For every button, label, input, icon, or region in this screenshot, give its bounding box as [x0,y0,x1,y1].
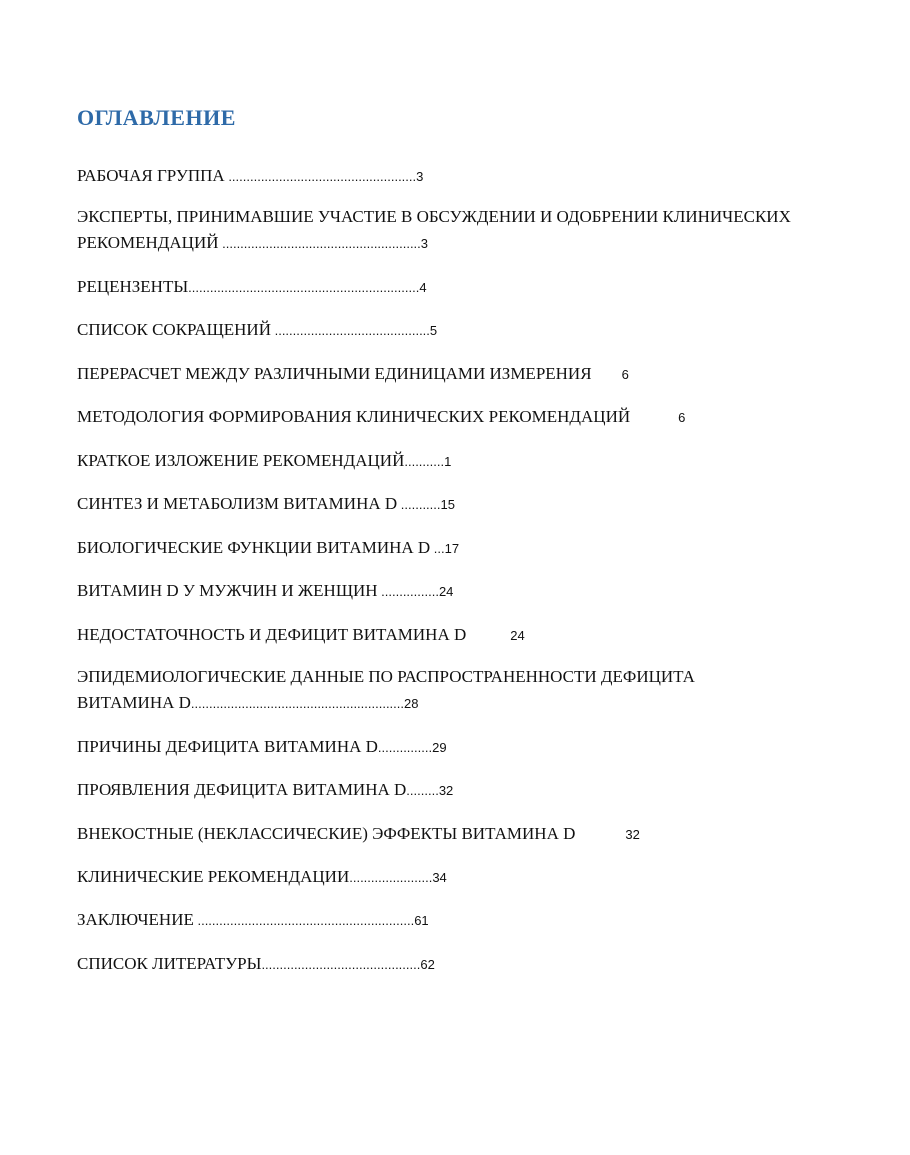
toc-leader-dots: ... [430,541,445,556]
toc-leader-dots: ............................................................ [193,913,415,928]
toc-entry-text: НЕДОСТАТОЧНОСТЬ И ДЕФИЦИТ ВИТАМИНА D [77,625,467,644]
toc-leader-dots: ............... [377,740,433,755]
toc-page-number: 17 [444,541,460,556]
toc-leader-dots: .................................................... [224,169,417,184]
toc-page-number: 1 [444,454,452,469]
toc-entry[interactable] [77,317,437,344]
toc-leader-dots: ........................................... [270,323,430,338]
toc-entry[interactable] [77,361,629,388]
toc-entry[interactable] [77,404,685,431]
toc-entry[interactable] [77,664,695,717]
toc-entry-text: ПРИЧИНЫ ДЕФИЦИТА ВИТАМИНА D [77,737,378,756]
toc-leader-dots: ........................................................... [190,696,405,711]
toc-page-number: 6 [621,367,629,382]
toc-entry-text: РАБОЧАЯ ГРУППА [77,166,225,185]
toc-leader-dots: ................................................................ [188,280,420,295]
toc-entry-text: ПРОЯВЛЕНИЯ ДЕФИЦИТА ВИТАМИНА D [77,780,407,799]
toc-leader-dots: ......... [406,783,439,798]
toc-entry-text: КРАТКОЕ ИЗЛОЖЕНИЕ РЕКОМЕНДАЦИЙ [77,451,405,470]
toc-entry[interactable] [77,622,525,649]
toc-entry-text: ЭКСПЕРТЫ, ПРИНИМАВШИЕ УЧАСТИЕ В ОБСУЖДЕНИИ И ОДОБРЕНИИ КЛИНИЧЕСКИХ [77,207,791,226]
toc-entry[interactable] [77,907,429,934]
toc-entry[interactable] [77,204,791,257]
toc-page-number: 15 [440,497,455,512]
toc-entry[interactable] [77,734,447,761]
toc-page-number: 3 [416,169,424,184]
toc-page-number: 4 [419,280,427,295]
toc-page-number: 24 [438,584,454,599]
toc-entry-text: ЗАКЛЮЧЕНИЕ [77,910,194,929]
toc-page-number: 62 [420,957,435,972]
toc-entry-text: ЭПИДЕМИОЛОГИЧЕСКИЕ ДАННЫЕ ПО РАСПРОСТРАНЕННОСТИ ДЕФИЦИТА [77,667,695,686]
toc-page-number: 5 [429,323,438,338]
toc-entry[interactable] [77,163,423,190]
toc-page-number: 32 [625,827,640,842]
toc-entry[interactable] [77,491,455,518]
toc-entry[interactable] [77,535,459,562]
toc-leader-dots: ....................... [349,870,433,885]
toc-entry-text: СИНТЕЗ И МЕТАБОЛИЗМ ВИТАМИНА D [77,494,398,513]
toc-entry-text: БИОЛОГИЧЕСКИЕ ФУНКЦИИ ВИТАМИНА D [77,538,431,557]
toc-page-number: 32 [438,783,454,798]
toc-page-number: 6 [678,410,686,425]
toc-entry[interactable] [77,448,451,475]
toc-entry-text-line2: ВИТАМИНА D [77,693,191,712]
toc-page-number: 61 [414,913,429,928]
toc-leader-dots: ................ [377,584,439,599]
toc-entry[interactable] [77,864,447,891]
toc-entry[interactable] [77,777,453,804]
toc-entry[interactable] [77,821,640,848]
toc-entry[interactable] [77,578,453,605]
toc-page-number: 28 [404,696,419,711]
toc-leader-dots: ........... [404,454,445,469]
toc-entry-text: ВИТАМИН D У МУЖЧИН И ЖЕНЩИН [77,581,378,600]
toc-entry-text: РЕЦЕНЗЕНТЫ [77,277,189,296]
toc-page-number: 3 [420,236,429,251]
toc-entry-text: ПЕРЕРАСЧЕТ МЕЖДУ РАЗЛИЧНЫМИ ЕДИНИЦАМИ ИЗМЕРЕНИЯ [77,364,592,383]
toc-leader-dots: ............................................ [261,957,421,972]
toc-page-number: 29 [432,740,447,755]
toc-leader-dots: ....................................................... [218,236,421,251]
toc-leader-dots: ........... [397,497,441,512]
toc-page-number: 34 [432,870,447,885]
toc-entry-text: ВНЕКОСТНЫЕ (НЕКЛАССИЧЕСКИЕ) ЭФФЕКТЫ ВИТАМИНА D [77,824,576,843]
toc-entry-text-line2: РЕКОМЕНДАЦИЙ [77,233,219,252]
toc-entry-text: МЕТОДОЛОГИЯ ФОРМИРОВАНИЯ КЛИНИЧЕСКИХ РЕКОМЕНДАЦИЙ [77,407,631,426]
toc-entry[interactable] [77,274,427,301]
toc-entry[interactable] [77,951,435,978]
toc-entry-text: СПИСОК ЛИТЕРАТУРЫ [77,954,262,973]
toc-page-number: 24 [510,628,525,643]
toc-title: ОГЛАВЛЕНИЕ [77,105,236,130]
toc-entry-text: КЛИНИЧЕСКИЕ РЕКОМЕНДАЦИИ [77,867,350,886]
toc-entry-text: СПИСОК СОКРАЩЕНИЙ [77,320,271,339]
